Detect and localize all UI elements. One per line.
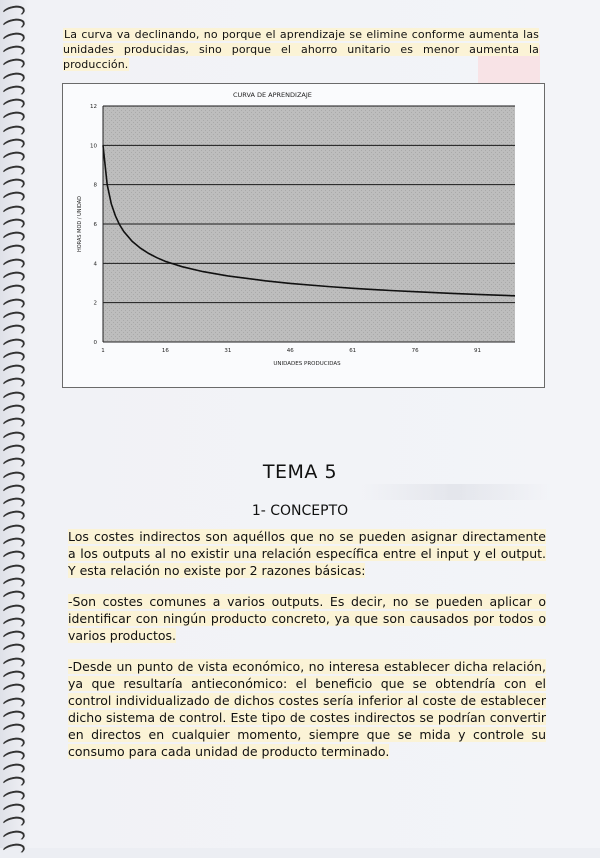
spiral-ring (1, 589, 26, 606)
bleed-through-mark (360, 484, 550, 500)
chapter-title: TEMA 5 (262, 461, 338, 483)
spiral-ring (1, 296, 26, 313)
y-tick-label: 0 (93, 340, 97, 346)
paragraph-3-lead: -Desde un punto de vista económico, (68, 659, 305, 674)
spiral-ring (1, 177, 26, 194)
x-tick-label: 31 (224, 348, 232, 354)
paragraph-economic (68, 658, 546, 760)
x-tick-label: 91 (474, 348, 482, 354)
y-tick-label: 6 (93, 222, 97, 228)
spiral-ring (1, 350, 26, 367)
spiral-ring (1, 57, 26, 74)
spiral-ring (1, 429, 26, 446)
spiral-ring (1, 522, 26, 539)
spiral-ring (1, 150, 26, 167)
x-tick-label: 61 (349, 348, 357, 354)
y-tick-label: 10 (90, 143, 97, 150)
spiral-ring (1, 30, 26, 47)
spiral-ring (1, 749, 26, 766)
spiral-ring (1, 842, 26, 858)
spiral-ring (1, 682, 26, 699)
spiral-ring (1, 163, 26, 180)
paragraph-2-body: Es decir, no se pueden aplicar o identificar con ningún producto concreto, ya que son causados por todos o varios productos. (68, 594, 546, 643)
chart-svg (63, 84, 544, 387)
x-tick-label: 46 (286, 348, 294, 354)
spiral-ring (1, 203, 26, 220)
spiral-ring (1, 190, 26, 207)
spiral-ring (1, 44, 26, 61)
spiral-ring (1, 828, 26, 845)
y-tick-label: 4 (93, 261, 97, 268)
intro-text: La curva va declinando, no porque el aprendizaje se elimine conforme aumenta las unidades producidas, sino porque el ahorro unitario es menor aumenta la producción. (63, 28, 539, 71)
spiral-binding (0, 0, 26, 848)
y-tick-label: 8 (93, 182, 97, 189)
spiral-ring (1, 376, 26, 393)
spiral-ring (1, 775, 26, 792)
spiral-ring (1, 562, 26, 579)
spiral-ring (1, 416, 26, 433)
spiral-ring (1, 695, 26, 712)
paragraph-3-body: no interesa establecer dicha relación, ya que resultaría antieconómico: el beneficio que se obtendría con el control individualizado de dichos costes sería inferior al coste de establecer dicho sistema de control. Este tipo de costes indirectos se podrían convertir en directos en cualquier momento, siempre que se mida y controle su consumo para cada unidad de producto terminado. (68, 659, 546, 759)
spiral-ring (1, 483, 26, 500)
spiral-ring (1, 17, 26, 34)
spiral-ring (1, 642, 26, 659)
spiral-ring (1, 709, 26, 726)
spiral-ring (1, 602, 26, 619)
spiral-ring (1, 735, 26, 752)
spiral-ring (1, 655, 26, 672)
spiral-ring (1, 310, 26, 327)
paragraph-1-text: Los costes indirectos son aquéllos que no se pueden asignar directamente a los outputs al no existir una relación específica entre el input y el output. Y esta relación no existe por 2 razones básicas: (68, 529, 546, 578)
spiral-ring (1, 243, 26, 260)
spiral-ring (1, 722, 26, 739)
spiral-ring (1, 389, 26, 406)
section-title: 1- CONCEPTO (251, 503, 349, 519)
spiral-ring (1, 123, 26, 140)
y-tick-label: 12 (90, 104, 97, 110)
spiral-ring (1, 256, 26, 273)
spiral-ring (1, 283, 26, 300)
y-tick-label: 2 (93, 300, 97, 307)
spiral-ring (1, 576, 26, 593)
intro-paragraph (63, 27, 539, 72)
spiral-ring (1, 336, 26, 353)
learning-curve-chart (62, 83, 545, 388)
spiral-ring (1, 84, 26, 101)
x-axis-label: UNIDADES PRODUCIDAS (273, 361, 341, 367)
x-tick-label: 16 (161, 348, 169, 354)
y-axis-label: HORAS MOD / UNIDAD (77, 195, 83, 253)
x-tick-label: 76 (411, 348, 419, 354)
spiral-ring (1, 788, 26, 805)
spiral-ring (1, 549, 26, 566)
x-tick-label: 1 (101, 348, 105, 354)
paragraph-2-lead: -Son costes comunes a varios outputs. (68, 594, 324, 609)
spiral-ring (1, 70, 26, 87)
spiral-ring (1, 323, 26, 340)
paragraph-common-costs (68, 593, 546, 644)
spiral-ring (1, 815, 26, 832)
spiral-ring (1, 110, 26, 127)
chart-title: CURVA DE APRENDIZAJE (233, 91, 312, 99)
spiral-ring (1, 616, 26, 633)
paragraph-intro (68, 528, 546, 579)
spiral-ring (1, 217, 26, 234)
spiral-ring (1, 443, 26, 460)
